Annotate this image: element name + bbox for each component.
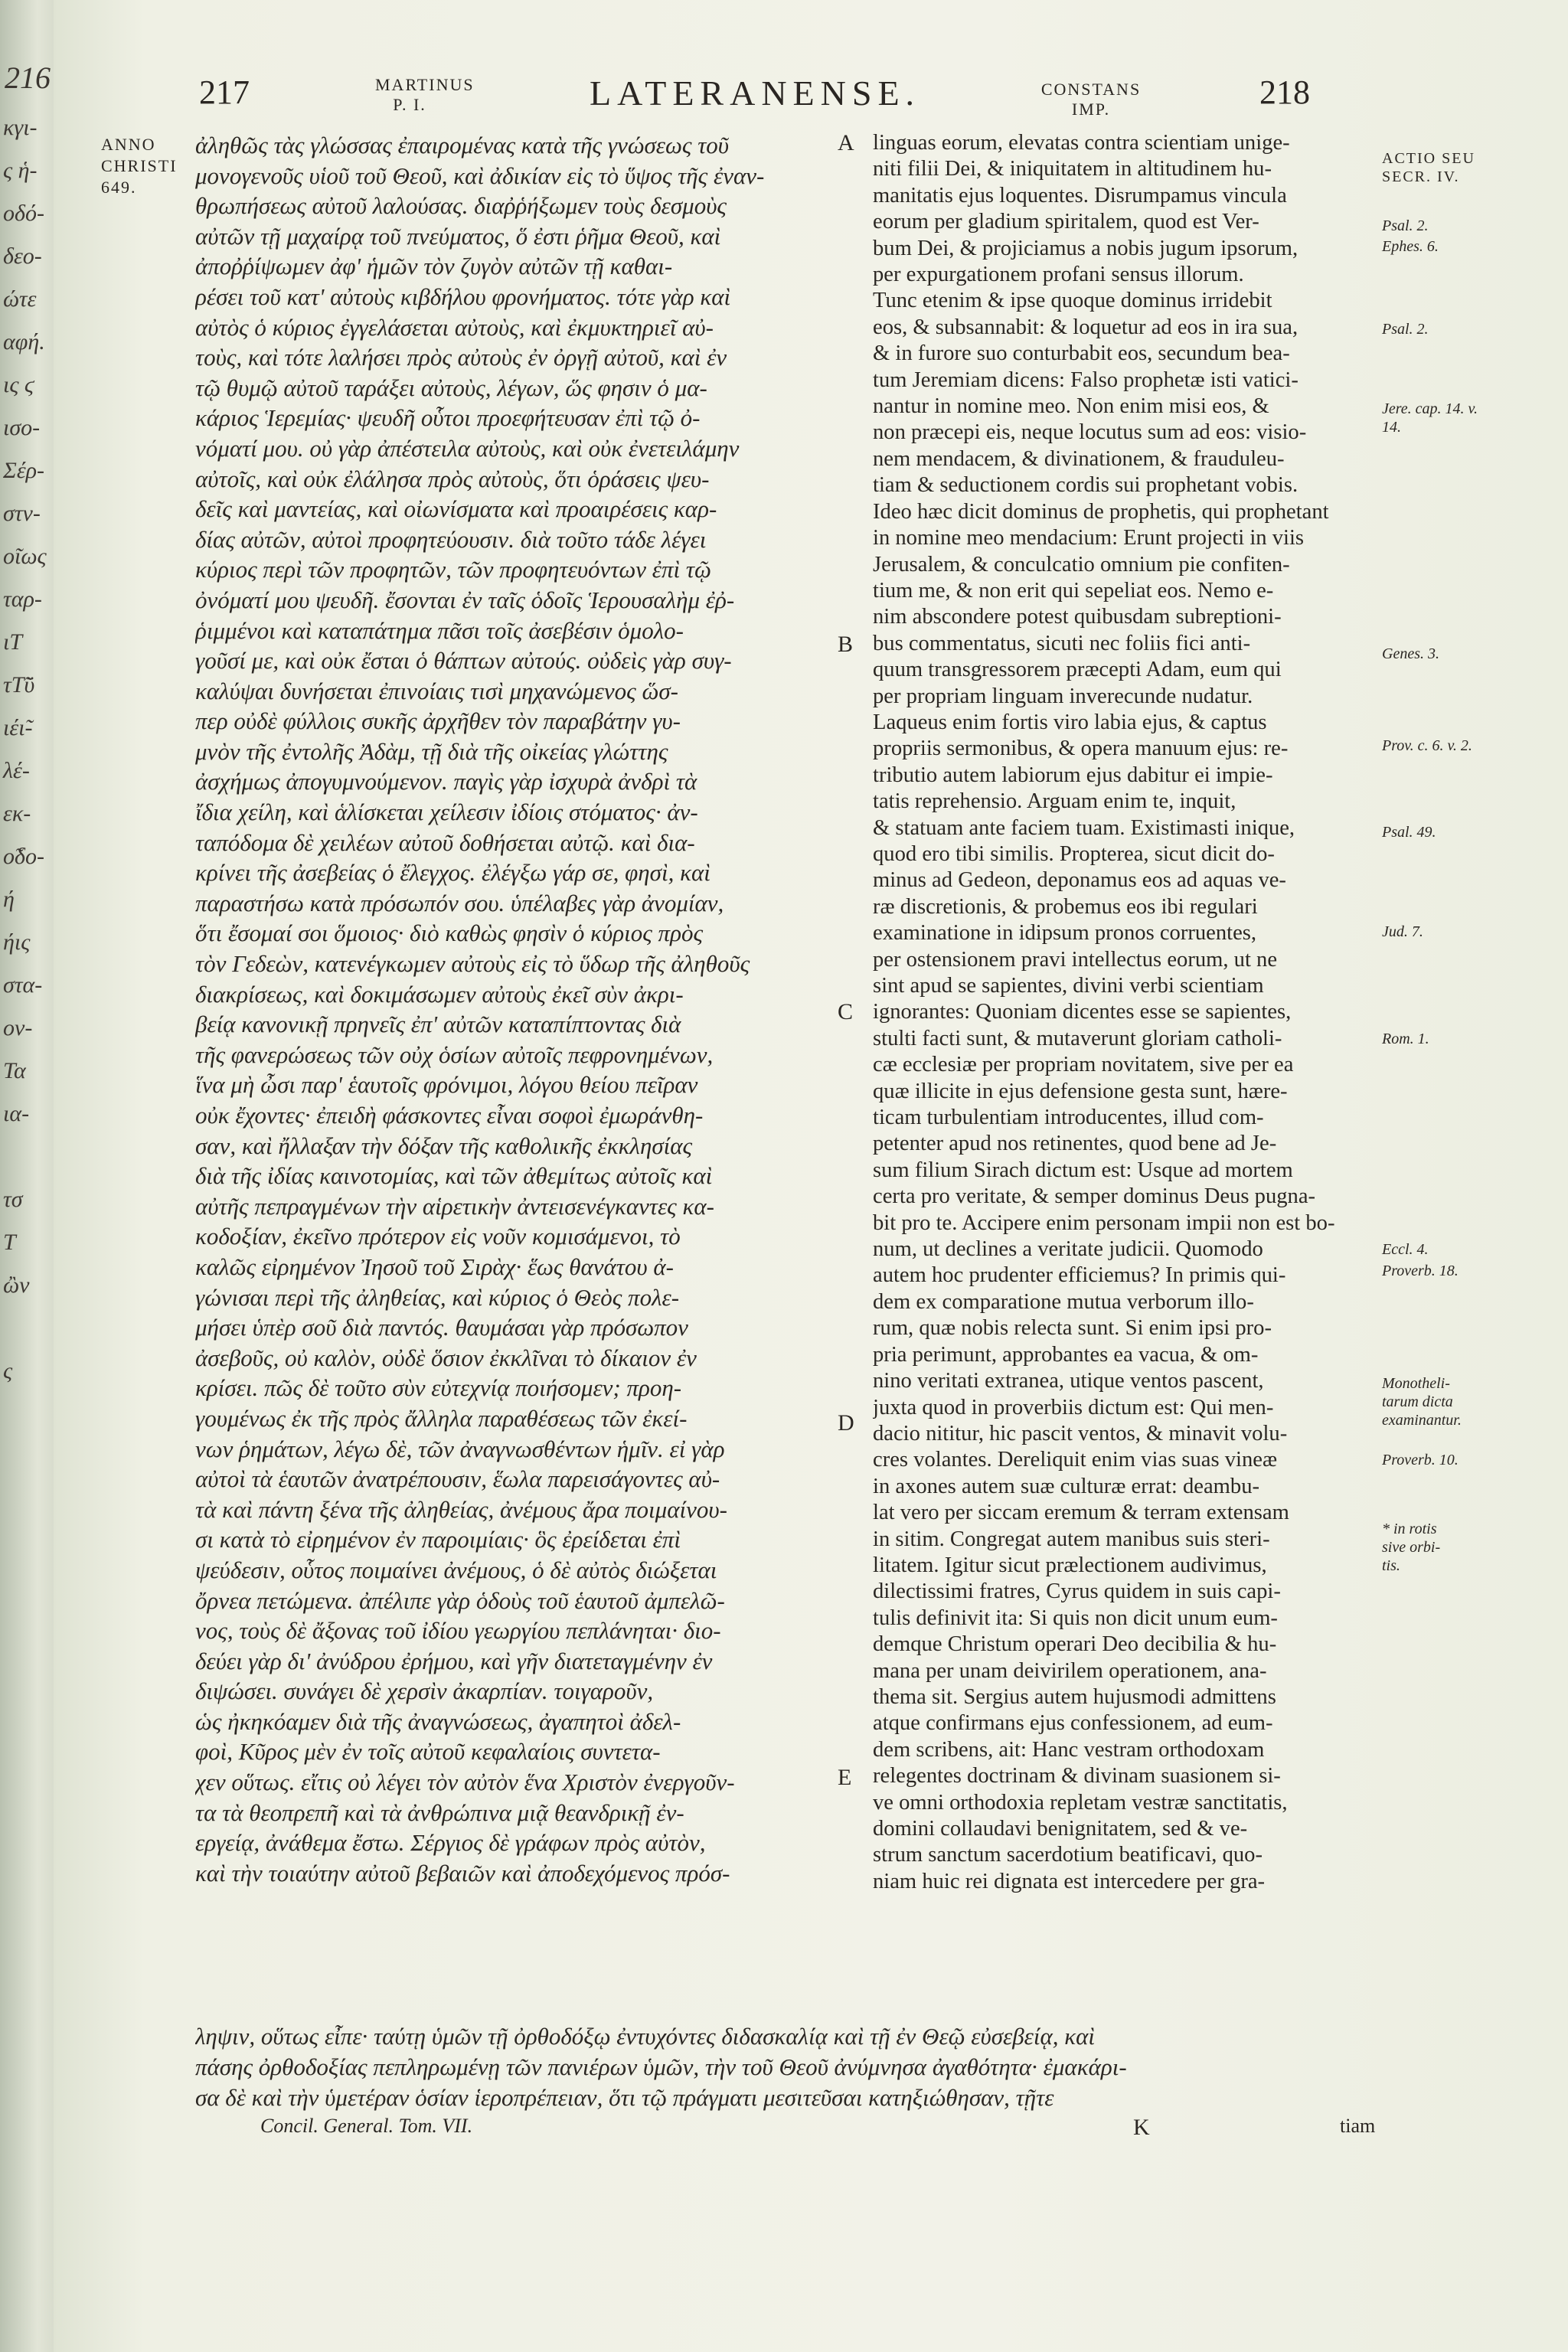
greek-line: μνὸν τῆς ἐντολῆς Ἀδὰμ, τῇ διὰ τῆς οἰκείας γλώττης xyxy=(195,737,668,765)
greek-line: θρωπήσεως αὐτοῦ λαλούσας. διαῤῥήξωμεν τοὺς δεσμοὺς xyxy=(195,192,727,220)
margin-note-psal49: Psal. 49. xyxy=(1382,824,1436,841)
latin-line: ignorantes: Quoniam dicentes esse se sapientes, xyxy=(873,1000,1292,1024)
facing-page-fragment: ταρ- xyxy=(3,586,42,612)
greek-line: τα τὰ θεοπρεπῆ καὶ τὰ ἀνθρώπινα μιᾷ θεανδρικῇ ἐν- xyxy=(195,1798,684,1826)
latin-line: pria perimunt, approbantes ea vacua, & om- xyxy=(873,1342,1259,1367)
greek-line: ρέσει τοῦ κατ' αὐτοὺς κιβδήλου φρονήματος. τότε γὰρ καὶ xyxy=(195,283,731,310)
latin-line: tulis definivit ita: Si quis non dicit unum eum- xyxy=(873,1606,1278,1630)
latin-line: in axones autem suæ culturæ errat: deambu- xyxy=(873,1474,1260,1498)
section-letter-b: B xyxy=(838,632,854,657)
latin-line: minus ad Gedeon, deponamus eos ad aquas ve- xyxy=(873,868,1286,893)
latin-line: strum sanctum sacerdotium beatificavi, quo- xyxy=(873,1843,1263,1867)
greek-line: ἀσχήμως ἀπογυμνούμενον. παγὶς γὰρ ἰσχυρὰ ἀνδρὶ τὰ xyxy=(195,768,697,795)
latin-line: Ideo hæc dicit dominus de prophetis, qui prophetant xyxy=(873,499,1329,524)
latin-line: num, ut declines a veritate judicii. Quomodo xyxy=(873,1237,1263,1262)
latin-line: dacio nititur, hic pascit ventos, & minavit volu- xyxy=(873,1421,1288,1446)
greek-line: αὐτῶν τῇ μαχαίρᾳ τοῦ πνεύματος, ὅ ἐστι ῥῆμα Θεοῦ, καὶ xyxy=(195,222,721,250)
year-margin-note xyxy=(101,134,178,198)
latin-line: linguas eorum, elevatas contra scientiam unige- xyxy=(873,131,1290,155)
greek-line: γώνισαι περὶ τῆς ἀληθείας, καὶ κύριος ὁ Θεὸς πολε- xyxy=(195,1283,680,1311)
margin-note-proverb10: Proverb. 10. xyxy=(1382,1452,1459,1468)
greek-line: κύριος περὶ τῶν προφητῶν, τῶν προφητευόντων ἐπὶ τῷ xyxy=(195,556,711,583)
latin-column xyxy=(873,130,1386,1895)
greek-line: περ οὐδὲ φύλλοις συκῆς ἀρχῆθεν τὸν παραβάτην γυ- xyxy=(195,707,681,735)
facing-page-fragment: Τα xyxy=(3,1058,26,1083)
greek-line: δίας αὐτῶν, αὐτοὶ προφητεύουσιν. διὰ τοῦτο τάδε λέγει xyxy=(195,525,707,553)
greek-line: ἀσεβοῦς, οὐ καλὸν, οὐδὲ ὅσιον ἐκκλῖναι τὸ δίκαιον ἐν xyxy=(195,1344,697,1371)
greek-line: κρίσει. πῶς δὲ τοῦτο σὺν εὐτεχνίᾳ ποιήσομεν; προη- xyxy=(195,1374,682,1402)
section-letter-a: A xyxy=(838,130,854,155)
facing-page-fragment: ιΤ xyxy=(3,629,23,655)
facing-page-fragment: ς xyxy=(3,1358,13,1383)
margin-note-actio: ACTIO SEU SECR. IV. xyxy=(1382,150,1475,185)
greek-line: κοδοξίαν, ἐκεῖνο πρότερον εἰς νοῦν κομισάμενοι, τὸ xyxy=(195,1223,681,1250)
margin-note-in-rotis: * in rotis sive orbitis. xyxy=(1382,1521,1441,1574)
greek-line: φοὶ, Κῦρος μὲν ἐν τοῖς αὐτοῦ κεφαλαίοις συντετα- xyxy=(195,1738,661,1766)
anno-label: ANNO xyxy=(101,135,156,154)
facing-page-fragment: ια- xyxy=(3,1101,30,1126)
latin-line: petenter apud nos retinentes, quod bene ad Je- xyxy=(873,1132,1277,1156)
latin-line: ticam turbulentiam introducentes, illud com- xyxy=(873,1106,1264,1130)
greek-column xyxy=(195,130,838,1888)
latin-line: tatis reprehensio. Arguam enim te, inquit, xyxy=(873,789,1236,814)
greek-line: διὰ τῆς ἰδίας καινοτομίας, καὶ τῶν ἀθεμίτως αὐτοῖς καὶ xyxy=(195,1162,713,1190)
margin-note-genes: Genes. 3. xyxy=(1382,645,1439,662)
margin-note-jere: Jere. cap. 14. v. 14. xyxy=(1382,400,1478,436)
margin-note-rom: Rom. 1. xyxy=(1382,1031,1429,1047)
greek-line: ψεύδεσιν, οὗτος ποιμαίνει ἀνέμους, ὁ δὲ αὐτὸς διώξεται xyxy=(195,1556,717,1583)
greek-line: παραστήσω κατὰ πρόσωπόν σου. ὑπέλαβες γὰρ ἀνομίαν, xyxy=(195,889,724,916)
latin-line: relegentes doctrinam & divinam suasionem si- xyxy=(873,1764,1281,1788)
greek-line: ἀποῤῥίψωμεν ἀφ' ἡμῶν τὸν ζυγὸν αὐτῶν τῇ καθαι- xyxy=(195,253,673,280)
greek-line: νος, τοὺς δὲ ἄξονας τοῦ ἰδίου γεωργίου πεπλάνηται· διο- xyxy=(195,1617,721,1645)
margin-note-prov: Prov. c. 6. v. 2. xyxy=(1382,737,1472,754)
latin-line: bus commentatus, sicuti nec foliis fici anti- xyxy=(873,631,1251,655)
greek-line: τῆς φανερώσεως τῶν οὐχ ὁσίων αὐτοῖς πεφρονημένων, xyxy=(195,1040,714,1068)
greek-line: νόματί μου. οὐ γὰρ ἀπέστειλα αὐτοὺς, καὶ οὐκ ἐνετειλάμην xyxy=(195,434,740,462)
latin-line: atque confirmans ejus confessionem, ad eum- xyxy=(873,1711,1273,1736)
latin-line: ve omni orthodoxia repletam vestræ sanctitatis, xyxy=(873,1790,1288,1815)
facing-page-fragment: Σέρ- xyxy=(3,458,45,483)
section-letter-d: D xyxy=(838,1410,854,1436)
greek-line: ὄρνεα πετώμενα. ἀπέλιπε γὰρ ὁδοὺς τοῦ ἑαυτοῦ ἀμπελῶ- xyxy=(195,1586,725,1614)
facing-page-fragment: δεο- xyxy=(3,243,42,269)
page-number-right: 218 xyxy=(1259,74,1310,111)
latin-line: cæ ecclesiæ per propriam novitatem, sive per ea xyxy=(873,1053,1294,1077)
latin-line: thema sit. Sergius autem hujusmodi admittens xyxy=(873,1684,1276,1709)
facing-page-number: 216 xyxy=(5,60,51,95)
margin-note-monothelitarum: Monothelitarum dicta examinantur. xyxy=(1382,1375,1462,1429)
page xyxy=(54,0,1568,2352)
greek-line: σαν, καὶ ἤλλαξαν τὴν δόξαν τῆς καθολικῆς ἐκκλησίας xyxy=(195,1132,693,1159)
latin-line: tributio autem labiorum ejus dabitur ei impie- xyxy=(873,763,1273,787)
latin-line: bit pro te. Accipere enim personam impii non est bo- xyxy=(873,1210,1335,1235)
latin-line: eorum per gladium spiritalem, quod est Ver- xyxy=(873,210,1259,234)
greek-line: πάσης ὀρθοδοξίας πεπληρωμένῃ τῶν πανιέρων ὑμῶν, τὴν τοῦ Θεοῦ ἀνύμνησα ἀγαθότητα· ἐμακάρι- xyxy=(195,2053,1127,2080)
latin-line: juxta quod in proverbiis dictum est: Qui men- xyxy=(873,1395,1274,1419)
facing-page-fragment: εκ- xyxy=(3,801,31,826)
greek-line: ῥιμμένοι καὶ καταπάτημα πᾶσι τοῖς ἀσεβέσιν ὁμολο- xyxy=(195,616,684,644)
latin-line: in sitim. Congregat autem manibus suis steri- xyxy=(873,1527,1270,1551)
facing-page-fragment: ο̃δο- xyxy=(3,844,44,869)
latin-line: nem mendacem, & divinationem, & frauduleu- xyxy=(873,446,1285,471)
latin-line: tum Jeremiam dicens: Falso prophetæ isti vatici- xyxy=(873,368,1298,392)
latin-line: examinatione in idipsum pronos corruentes, xyxy=(873,921,1257,946)
greek-line: ταπόδομα δὲ χειλέων αὐτοῦ δοθήσεται αὐτῷ. καὶ δια- xyxy=(195,828,695,856)
greek-line: αὐτῆς πεπραγμένων τὴν αἱρετικὴν ἀντεισενέγκαντες κα- xyxy=(195,1192,714,1220)
facing-page-fragment: τΤ̃ϋ xyxy=(3,672,35,697)
latin-line: rum, quæ nobis relecta sunt. Si enim ipsi pro- xyxy=(873,1316,1272,1341)
facing-page-fragment: ώτε xyxy=(3,286,37,312)
latin-line: demque Christum operari Deo decibilia & hu- xyxy=(873,1632,1277,1657)
greek-line: τῷ θυμῷ αὐτοῦ ταράξει αὐτοὺς, λέγων, ὥς φησιν ὁ μα- xyxy=(195,374,707,401)
footer-gathering-mark: K xyxy=(1133,2115,1150,2140)
facing-page-fragment: ισο- xyxy=(3,415,41,440)
facing-page-fragment: οδό- xyxy=(3,201,44,226)
latin-line: per propriam linguam inverecunde nudatur. xyxy=(873,684,1253,708)
greek-line: ἴδια χείλη, καὶ ἁλίσκεται χείλεσιν ἰδίοις στόματος· ἀν- xyxy=(195,799,698,826)
greek-line: δεῖς καὶ μαντείας, καὶ οἰωνίσματα καὶ προαιρέσεις καρ- xyxy=(195,495,717,523)
greek-line: ὀνόματί μου ψευδῆ. ἔσονται ἐν ταῖς ὁδοῖς Ἱερουσαλὴμ ἐῤ- xyxy=(195,586,735,613)
latin-line: tium me, & non erit qui sepeliat eos. Nemo e- xyxy=(873,578,1274,603)
margin-note-psal2: Psal. 2. xyxy=(1382,217,1429,234)
facing-page-fragment: στν- xyxy=(3,501,41,526)
latin-line: manitatis ejus loquentes. Disrumpamus vincula xyxy=(873,183,1287,207)
latin-line: dem scribens, ait: Hanc vestram orthodoxam xyxy=(873,1737,1265,1762)
latin-line: quæ illicite in ejus defensione gesta sunt, hære- xyxy=(873,1079,1288,1103)
latin-line: Laqueus enim fortis viro labia ejus, & captus xyxy=(873,710,1267,734)
facing-page-fragment: ιέι̃- xyxy=(3,715,33,740)
facing-page-fragment: Τ xyxy=(3,1230,16,1255)
greek-line: ὡς ἠκηκόαμεν διὰ τῆς ἀναγνώσεως, ἀγαπητοὶ ἀδελ- xyxy=(195,1707,681,1735)
greek-full-width-lines xyxy=(195,2021,1436,2113)
facing-page-fragment: τσ xyxy=(3,1187,23,1212)
facing-page-fragment: ὢν xyxy=(3,1272,30,1298)
latin-line: Jerusalem, & conculcatio omnium pie confiten- xyxy=(873,552,1290,577)
greek-line: ἵνα μὴ ὦσι παρ' ἑαυτοῖς φρόνιμοι, λόγου θείου πεῖραν xyxy=(195,1071,698,1099)
facing-page-fragment: ή xyxy=(3,887,15,912)
greek-line: χεν οὕτως. εἴτις οὐ λέγει τὸν αὐτὸν ἕνα Χριστὸν ἐνεργοῦν- xyxy=(195,1769,735,1796)
latin-line: ræ discretionis, & probemus eos ibi regulari xyxy=(873,894,1258,919)
footer-catchword: tiam xyxy=(1340,2115,1376,2137)
greek-line: καὶ τὴν τοιαύτην αὐτοῦ βεβαιῶν καὶ ἀποδεχόμενος πρόσ- xyxy=(195,1859,730,1886)
latin-line: cres volantes. Dereliquit enim vias suas vineæ xyxy=(873,1448,1278,1472)
facing-page-fragment: ον- xyxy=(3,1015,33,1040)
running-title: LATERANENSE. xyxy=(590,74,921,113)
greek-line: νων ῥημάτων, λέγω δὲ, τῶν ἀναγνωσθέντων ἡμῖν. εἰ γὰρ xyxy=(195,1435,725,1462)
margin-note-eccl: Eccl. 4. xyxy=(1382,1241,1429,1258)
latin-line: bum Dei, & projiciamus a nobis jugum ipsorum, xyxy=(873,236,1298,260)
latin-line: non præcepi eis, neque locutus sum ad eos: visio- xyxy=(873,420,1307,445)
margin-note-psal2b: Psal. 2. xyxy=(1382,321,1429,338)
latin-line: lat vero per siccam eremum & terram extensam xyxy=(873,1501,1289,1525)
section-letter-c: C xyxy=(838,999,854,1024)
greek-line: τοὺς, καὶ τότε λαλήσει πρὸς αὐτοὺς ἐν ὀργῇ αὐτοῦ, καὶ ἐν xyxy=(195,344,727,371)
latin-line: eos, & subsannabit: & loquetur ad eos in ira sua, xyxy=(873,315,1298,339)
facing-page-fragment: ο̃ιως xyxy=(3,544,47,569)
facing-page-fragment: ις ϛ xyxy=(3,372,35,397)
facing-page-fragment: λέ- xyxy=(3,758,30,783)
greek-line: αὐτὸς ὁ κύριος ἐγγελάσεται αὐτοὺς, καὶ ἐκμυκτηριεῖ αὐ- xyxy=(195,313,714,341)
latin-line: dilectissimi fratres, Cyrus quidem in suis capi- xyxy=(873,1579,1281,1604)
latin-line: nantur in nomine meo. Non enim misi eos, & xyxy=(873,394,1269,419)
latin-line: quod ero tibi similis. Propterea, sicut dicit do- xyxy=(873,841,1275,866)
latin-line: niti filii Dei, & iniquitatem in altitudinem hu- xyxy=(873,157,1272,181)
latin-line: sint apud se sapientes, divini verbi scientiam xyxy=(873,974,1264,998)
latin-line: & in furore suo conturbabit eos, secundum bea- xyxy=(873,341,1290,366)
greek-line: εργείᾳ, ἀνάθεμα ἔστω. Σέργιος δὲ γράφων πρὸς αὐτὸν, xyxy=(195,1829,706,1857)
latin-line: per ostensionem pravi intellectus eorum, ut ne xyxy=(873,947,1278,972)
greek-line: οὐκ ἔχοντες· ἐπειδὴ φάσκοντες εἶναι σοφοὶ ἐμωράνθη- xyxy=(195,1102,704,1129)
greek-line: κάριος Ἱερεμίας· ψευδῆ οὗτοι προεφήτευσαν ἐπὶ τῷ ὀ- xyxy=(195,404,701,432)
latin-line: certa pro veritate, & semper dominus Deus pugna- xyxy=(873,1184,1316,1209)
latin-line: stulti facti sunt, & mutaverunt gloriam catholi- xyxy=(873,1026,1282,1050)
greek-line: ληψιν, οὕτως εἶπε· ταύτῃ ὑμῶν τῇ ὀρθοδόξῳ ἐντυχόντες διδασκαλίᾳ καὶ τῇ ἐν Θεῷ εὐσεβείᾳ, καὶ xyxy=(195,2023,1096,2050)
margin-note-proverb18: Proverb. 18. xyxy=(1382,1263,1459,1279)
page-number-left: 217 xyxy=(199,74,250,111)
greek-line: τὰ καὶ πάντη ξένα τῆς ἀληθείας, ἀνέμους ἄρα ποιμαίνου- xyxy=(195,1495,727,1523)
latin-line: dem ex comparatione mutua verborum illo- xyxy=(873,1289,1254,1314)
christi-label: CHRISTI xyxy=(101,156,178,175)
greek-line: καλῶς εἰρημένον Ἰησοῦ τοῦ Σιρὰχ· ἕως θανάτου ἀ- xyxy=(195,1253,674,1280)
greek-line: αὐτοὶ τὰ ἑαυτῶν ἀνατρέπουσιν, ἕωλα παρεισάγοντες αὐ- xyxy=(195,1465,720,1493)
running-head-emperor: CONSTANS IMP. xyxy=(1040,80,1142,119)
greek-line: δεύει γὰρ δι' ἀνύδρου ἐρήμου, καὶ γῆν διατεταγμένην ἐν xyxy=(195,1647,713,1674)
facing-page-fragment: κγι- xyxy=(3,115,38,140)
margin-note-ephes6: Ephes. 6. xyxy=(1382,238,1439,255)
latin-line: per expurgationem profani sensus illorum. xyxy=(873,263,1244,287)
facing-page-fragment: ήις xyxy=(3,929,31,955)
latin-line: niam huic rei dignata est intercedere per gra- xyxy=(873,1869,1266,1893)
facing-page-fragment: ς ἡ- xyxy=(3,158,38,183)
greek-line: κρίνει τῆς ἀσεβείας ὁ ἔλεγχος. ἐλέγξω γάρ σε, φησὶ, καὶ xyxy=(195,859,710,887)
greek-line: σα δὲ καὶ τὴν ὑμετέραν ὁσίαν ἱεροπρέπειαν, ὅτι τῷ πράγματι μεσιτεῦσαι κατηξιώθησαν, τῇτε xyxy=(195,2084,1054,2111)
latin-line: tiam & seductionem cordis sui prophetant vobis. xyxy=(873,473,1298,498)
year-label: 649. xyxy=(101,178,137,197)
greek-line: γοῦσί με, καὶ οὐκ ἔσται ὁ θάπτων αὐτούς. οὐδεὶς γὰρ συγ- xyxy=(195,647,732,675)
greek-line: διακρίσεως, καὶ δοκιμάσωμεν αὐτοὺς ἐκεῖ σὺν ἀκρι- xyxy=(195,980,684,1008)
greek-line: διψώσει. συνάγει δὲ χερσὶν ἀκαρπίαν. τοιγαροῦν, xyxy=(195,1677,654,1705)
latin-line: propriis sermonibus, & opera manuum ejus: re- xyxy=(873,737,1289,761)
footer-signature-line: Concil. General. Tom. VII. xyxy=(260,2115,473,2137)
greek-line: σι κατὰ τὸ εἰρημένον ἐν παροιμίαις· ὃς ἐρείδεται ἐπὶ xyxy=(195,1526,681,1553)
greek-line: ὅτι ἔσομαί σοι ὅμοιος· διὸ καθὼς φησὶν ὁ κύριος πρὸς xyxy=(195,920,704,947)
facing-page-gutter xyxy=(0,0,54,2352)
latin-line: litatem. Igitur sicut prælectionem audivimus, xyxy=(873,1553,1267,1577)
greek-line: γουμένως ἐκ τῆς πρὸς ἄλληλα παραθέσεως τῶν ἐκεί- xyxy=(195,1404,688,1432)
latin-line: quum transgressorem præcepti Adam, eum qui xyxy=(873,658,1282,682)
latin-line: autem hoc prudenter efficiemus? In primis qui- xyxy=(873,1263,1286,1288)
latin-line: & statuam ante faciem tuam. Existimasti inique, xyxy=(873,815,1295,840)
facing-page-fragment: στα- xyxy=(3,972,43,998)
latin-line: in nomine meo mendacium: Erunt projecti in viis xyxy=(873,526,1305,550)
latin-line: nim abscondere potest quibusdam subreptioni- xyxy=(873,605,1282,629)
greek-line: τὸν Γεδεὼν, κατενέγκωμεν αὐτοὺς εἰς τὸ ὕδωρ τῆς ἀληθοῦς xyxy=(195,950,750,978)
latin-line: mana per unam deivirilem operationem, ana- xyxy=(873,1658,1267,1683)
latin-line: sum filium Sirach dictum est: Usque ad mortem xyxy=(873,1158,1293,1182)
greek-line: βείᾳ κανονικῇ πρηνεῖς ἐπ' αὐτῶν καταπίπτοντας διὰ xyxy=(195,1011,681,1038)
latin-line: domini collaudavi benignitatem, sed & ve- xyxy=(873,1817,1248,1841)
latin-line: nino veritati extranea, utique ventos pascent, xyxy=(873,1369,1264,1393)
greek-line: ἀληθῶς τὰς γλώσσας ἐπαιρομένας κατὰ τῆς γνώσεως τοῦ xyxy=(195,132,730,158)
latin-line: Tunc etenim & ipse quoque dominus irridebit xyxy=(873,289,1272,313)
greek-line: μήσει ὑπὲρ σοῦ διὰ παντός. θαυμάσαι γὰρ πρόσωπον xyxy=(195,1314,688,1341)
running-head-pope: MARTINUS P. I. xyxy=(375,75,475,114)
margin-note-jud: Jud. 7. xyxy=(1382,923,1423,940)
greek-line: καλύψαι δυνήσεται ἐπινοίαις τισὶ μηχανώμενος ὥσ- xyxy=(195,677,678,704)
section-letter-e: E xyxy=(838,1765,852,1790)
greek-line: αὐτοῖς, καὶ οὐκ ἐλάλησα πρὸς αὐτοὺς, ὅτι ὁράσεις ψευ- xyxy=(195,465,710,492)
greek-line: μονογενοῦς υἱοῦ τοῦ Θεοῦ, καὶ ἀδικίαν εἰς τὸ ὕψος τῆς ἐναν- xyxy=(195,162,765,189)
facing-page-fragment: αφή. xyxy=(3,329,45,354)
